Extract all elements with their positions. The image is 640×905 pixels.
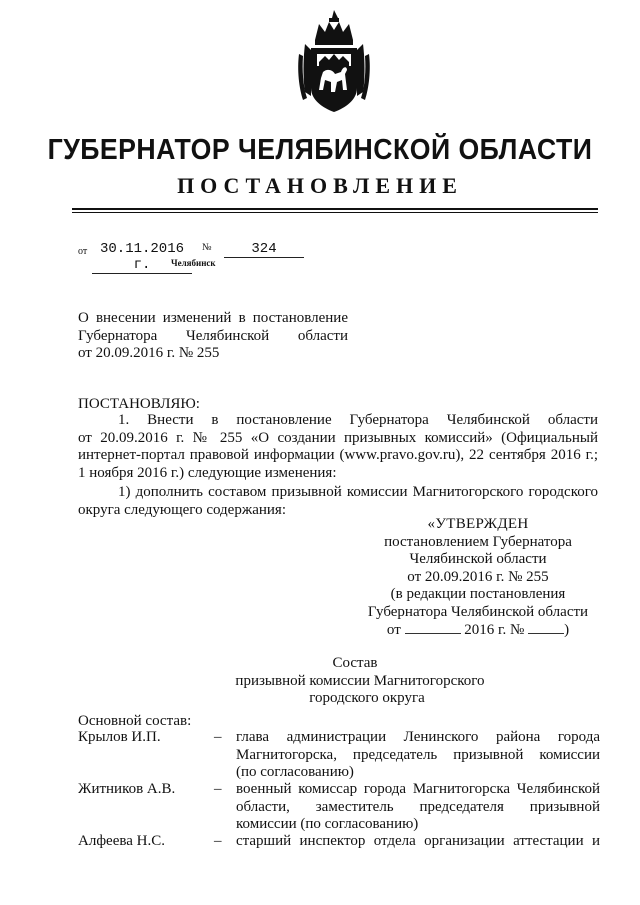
subject-line: О внесении изменений в постановление bbox=[78, 310, 348, 326]
composition-line: Состав bbox=[332, 655, 378, 671]
number-label: № bbox=[202, 242, 212, 253]
approval-line: Челябинской области bbox=[409, 551, 547, 567]
paragraph-line: 1 ноября 2016 г.) следующие изменения: bbox=[78, 464, 337, 481]
from-label: от bbox=[386, 622, 401, 638]
issuer-title: ГУБЕРНАТОР ЧЕЛЯБИНСКОЙ ОБЛАСТИ bbox=[47, 134, 593, 166]
document-subject bbox=[78, 310, 348, 363]
member-name: Житников А.В. bbox=[78, 781, 176, 797]
composition-line: городского округа bbox=[309, 690, 425, 706]
header-rule-thick bbox=[72, 208, 598, 210]
approval-stamp-text bbox=[356, 516, 600, 640]
approval-line: «УТВЕРЖДЕН bbox=[427, 516, 529, 532]
description-line: военный комиссар города Магнитогорска Челябинской bbox=[236, 781, 600, 797]
description-line: области, заместитель председателя призывной bbox=[236, 798, 600, 815]
approval-line-blank bbox=[356, 621, 600, 640]
paragraph-1 bbox=[78, 412, 598, 482]
approval-line: Губернатора Челябинской области bbox=[367, 603, 589, 620]
paragraph-line: интернет-портал правовой информации (www.pravo.gov.ru), 22 сентября 2016 г.; bbox=[78, 447, 598, 463]
main-composition-label: Основной состав: bbox=[78, 713, 192, 729]
member-dash: – bbox=[214, 781, 222, 797]
blank-date bbox=[405, 621, 461, 634]
description-line: глава администрации Ленинского района города bbox=[236, 729, 600, 745]
member-description bbox=[236, 833, 600, 851]
decree-word: ПОСТАНОВЛЯЮ: bbox=[78, 396, 200, 412]
paragraph-line: 1) дополнить составом призывной комиссии Магнитогорского городского bbox=[118, 484, 598, 500]
description-line: старший инспектор отдела организации аттестации и bbox=[236, 833, 600, 849]
subject-line: Губернатора Челябинской области bbox=[78, 327, 348, 344]
paragraph-2 bbox=[78, 484, 598, 519]
member-description bbox=[236, 729, 600, 782]
document-number: 324 bbox=[224, 241, 304, 258]
header-rule-thin bbox=[72, 212, 598, 213]
paragraph-line: округа следующего содержания: bbox=[78, 501, 286, 518]
approval-line: (в редакции постановления bbox=[390, 586, 566, 602]
city-name: Челябинск bbox=[171, 258, 216, 268]
member-dash: – bbox=[214, 729, 222, 745]
close-paren: ) bbox=[564, 622, 570, 638]
member-description bbox=[236, 781, 600, 834]
subject-line: от 20.09.2016 г. № 255 bbox=[78, 345, 220, 361]
member-name: Крылов И.П. bbox=[78, 729, 161, 745]
member-dash: – bbox=[214, 833, 222, 849]
approval-line: постановлением Губернатора bbox=[384, 533, 572, 550]
member-name: Алфеева Н.С. bbox=[78, 833, 165, 849]
composition-heading bbox=[0, 655, 640, 708]
description-line: комиссии (по согласованию) bbox=[236, 816, 419, 832]
document-type: ПОСТАНОВЛЕНИЕ bbox=[177, 173, 463, 198]
description-line: Магнитогорска, председатель призывной комиссии bbox=[236, 746, 600, 763]
approval-line: от 20.09.2016 г. № 255 bbox=[407, 568, 549, 585]
composition-line: призывной комиссии Магнитогорского bbox=[235, 672, 485, 689]
description-line: (по согласованию) bbox=[236, 764, 354, 780]
blank-number bbox=[528, 621, 564, 634]
paragraph-line: от 20.09.2016 г. № 255 «О создании призывных комиссий» (Официальный bbox=[78, 429, 598, 446]
year-number-label: 2016 г. № bbox=[464, 622, 525, 638]
document-date: 30.11.2016 г. bbox=[92, 241, 192, 274]
paragraph-line: 1. Внести в постановление Губернатора Челябинской области bbox=[118, 412, 598, 428]
from-label: от bbox=[78, 246, 88, 257]
coat-of-arms-icon bbox=[291, 10, 377, 114]
